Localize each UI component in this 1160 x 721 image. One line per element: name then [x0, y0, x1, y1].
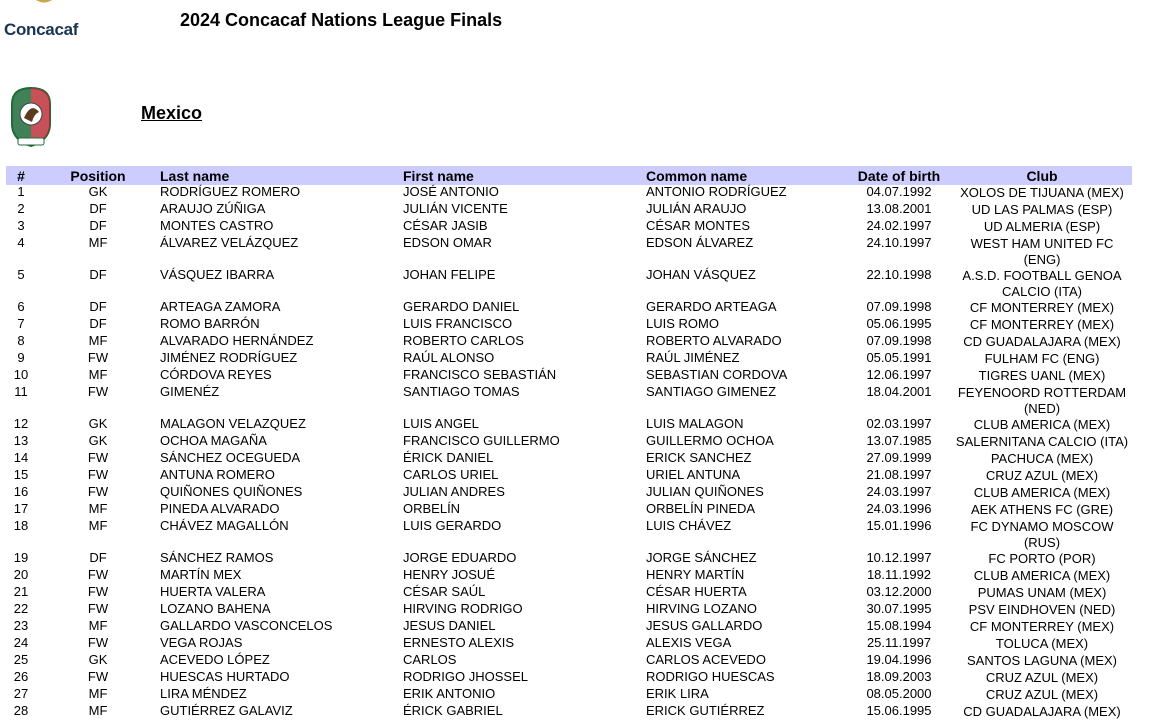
- player-number: 24: [13, 635, 29, 650]
- player-first-name: SANTIAGO TOMAS: [403, 384, 520, 399]
- table-row: [6, 568, 1132, 585]
- table-row: [6, 704, 1132, 721]
- player-club: CF MONTERREY (MEX): [969, 619, 1115, 634]
- player-common-name: SEBASTIAN CORDOVA: [646, 367, 788, 382]
- player-number: 23: [13, 618, 29, 633]
- player-last-name: OCHOA MAGAÑA: [160, 433, 267, 448]
- document-title: 2024 Concacaf Nations League Finals: [180, 10, 503, 30]
- table-row: [6, 670, 1132, 687]
- player-first-name: FRANCISCO SEBASTIÁN: [403, 367, 557, 382]
- player-position: DF: [89, 218, 107, 233]
- player-first-name: JULIAN ANDRES: [403, 484, 505, 499]
- player-last-name: QUIÑONES QUIÑONES: [160, 484, 303, 499]
- table-row: [6, 687, 1132, 704]
- player-position: MF: [88, 686, 108, 701]
- player-date-of-birth: 24.02.1997: [866, 218, 932, 233]
- player-last-name: HUESCAS HURTADO: [160, 669, 290, 684]
- player-club: TOLUCA (MEX): [995, 636, 1089, 651]
- table-row: [6, 585, 1132, 602]
- player-common-name: ORBELÍN PINEDA: [646, 501, 756, 516]
- player-last-name: MALAGON VELAZQUEZ: [160, 416, 306, 431]
- player-position: FW: [87, 484, 109, 499]
- player-position: DF: [89, 299, 107, 314]
- table-row: [6, 653, 1132, 670]
- player-position: DF: [89, 201, 107, 216]
- player-number: 15: [13, 467, 29, 482]
- player-club: CLUB AMERICA (MEX): [973, 568, 1111, 583]
- player-date-of-birth: 13.07.1985: [866, 433, 932, 448]
- player-number: 3: [17, 218, 25, 233]
- player-position: MF: [88, 235, 108, 250]
- player-number: 27: [13, 686, 29, 701]
- table-row: [6, 619, 1132, 636]
- table-row: [6, 502, 1132, 519]
- player-date-of-birth: 22.10.1998: [866, 267, 932, 282]
- player-last-name: ARAUJO ZÚÑIGA: [160, 201, 266, 216]
- player-common-name: RODRIGO HUESCAS: [646, 669, 775, 684]
- player-first-name: FRANCISCO GUILLERMO: [403, 433, 560, 448]
- player-date-of-birth: 15.06.1995: [866, 703, 932, 718]
- player-number: 9: [17, 350, 25, 365]
- player-position: FW: [87, 567, 109, 582]
- player-last-name: MARTÍN MEX: [160, 567, 242, 582]
- table-row: [6, 636, 1132, 653]
- player-date-of-birth: 25.11.1997: [866, 635, 932, 650]
- player-date-of-birth: 18.11.1992: [866, 567, 932, 582]
- table-row: [6, 236, 1132, 268]
- player-date-of-birth: 18.09.2003: [866, 669, 932, 684]
- player-position: FW: [87, 467, 109, 482]
- player-date-of-birth: 10.12.1997: [866, 550, 932, 565]
- player-common-name: ALEXIS VEGA: [646, 635, 732, 650]
- player-number: 1: [17, 184, 25, 199]
- player-position: FW: [87, 601, 109, 616]
- player-date-of-birth: 18.04.2001: [866, 384, 932, 399]
- column-header-date-of-birth: Date of birth: [857, 167, 941, 184]
- player-position: DF: [89, 550, 107, 565]
- player-date-of-birth: 30.07.1995: [866, 601, 932, 616]
- player-number: 10: [13, 367, 29, 382]
- column-header-number: #: [17, 167, 25, 184]
- player-club: TIGRES UANL (MEX): [978, 368, 1106, 383]
- player-date-of-birth: 04.07.1992: [866, 184, 932, 199]
- player-club: CD GUADALAJARA (MEX): [963, 704, 1121, 719]
- player-common-name: LUIS CHÁVEZ: [646, 518, 732, 533]
- table-row: [6, 602, 1132, 619]
- player-number: 19: [13, 550, 29, 565]
- player-club: FC DYNAMO MOSCOW (RUS): [970, 519, 1114, 550]
- table-row: [6, 451, 1132, 468]
- player-club: A.S.D. FOOTBALL GENOA CALCIO (ITA): [962, 268, 1122, 299]
- player-club: PUMAS UNAM (MEX): [977, 585, 1107, 600]
- roster-header-row: [6, 166, 1132, 185]
- player-position: GK: [88, 416, 108, 431]
- player-club: CLUB AMERICA (MEX): [973, 485, 1111, 500]
- player-date-of-birth: 07.09.1998: [866, 299, 932, 314]
- player-last-name: RODRÍGUEZ ROMERO: [160, 184, 301, 199]
- player-club: CF MONTERREY (MEX): [969, 317, 1115, 332]
- player-first-name: ÉRICK GABRIEL: [403, 703, 503, 718]
- player-club: CF MONTERREY (MEX): [969, 300, 1115, 315]
- player-first-name: JOSÉ ANTONIO: [403, 184, 499, 199]
- player-first-name: CARLOS URIEL: [403, 467, 499, 482]
- player-common-name: LUIS MALAGON: [646, 416, 744, 431]
- player-position: MF: [88, 501, 108, 516]
- player-first-name: ORBELÍN: [403, 501, 461, 516]
- player-club: FEYENOORD ROTTERDAM (NED): [957, 385, 1127, 416]
- player-common-name: ANTONIO RODRÍGUEZ: [646, 184, 787, 199]
- player-number: 25: [13, 652, 29, 667]
- concacaf-logo: [0, 0, 110, 48]
- table-row: [6, 334, 1132, 351]
- player-club: UD ALMERIA (ESP): [983, 219, 1101, 234]
- table-row: [6, 468, 1132, 485]
- table-row: [6, 268, 1132, 300]
- player-club: PACHUCA (MEX): [990, 451, 1094, 466]
- player-number: 11: [14, 384, 28, 399]
- player-first-name: HENRY JOSUÉ: [403, 567, 495, 582]
- player-date-of-birth: 12.06.1997: [866, 367, 932, 382]
- column-header-common-name: Common name: [646, 167, 748, 184]
- column-header-first-name: First name: [403, 167, 474, 184]
- table-row: [6, 185, 1132, 202]
- player-club: UD LAS PALMAS (ESP): [971, 202, 1113, 217]
- player-date-of-birth: 03.12.2000: [866, 584, 932, 599]
- player-position: MF: [88, 618, 108, 633]
- player-date-of-birth: 19.04.1996: [866, 652, 932, 667]
- player-common-name: JESUS GALLARDO: [646, 618, 763, 633]
- player-position: MF: [88, 367, 108, 382]
- table-row: [6, 417, 1132, 434]
- concacaf-wordmark: Concacaf: [4, 20, 79, 39]
- player-last-name: GIMENÉZ: [160, 384, 220, 399]
- player-number: 8: [17, 333, 25, 348]
- table-row: [6, 317, 1132, 334]
- player-club: SANTOS LAGUNA (MEX): [966, 653, 1117, 668]
- column-header-position: Position: [70, 167, 126, 184]
- table-row: [6, 551, 1132, 568]
- table-row: [6, 385, 1132, 417]
- mexico-federation-crest-icon: [6, 84, 56, 150]
- player-position: MF: [88, 333, 108, 348]
- player-position: DF: [89, 316, 107, 331]
- player-last-name: GALLARDO VASCONCELOS: [160, 618, 333, 633]
- player-number: 26: [13, 669, 29, 684]
- player-first-name: ERNESTO ALEXIS: [403, 635, 515, 650]
- player-first-name: LUIS GERARDO: [403, 518, 502, 533]
- player-club: XOLOS DE TIJUANA (MEX): [960, 185, 1124, 200]
- player-position: MF: [88, 518, 108, 533]
- player-last-name: JIMÉNEZ RODRÍGUEZ: [160, 350, 298, 365]
- player-position: GK: [88, 652, 108, 667]
- table-row: [6, 300, 1132, 317]
- player-number: 6: [17, 299, 25, 314]
- player-common-name: ERICK SANCHEZ: [646, 450, 752, 465]
- player-first-name: GERARDO DANIEL: [403, 299, 520, 314]
- player-first-name: HIRVING RODRIGO: [403, 601, 523, 616]
- player-last-name: ARTEAGA ZAMORA: [160, 299, 281, 314]
- player-number: 7: [17, 316, 25, 331]
- player-club: FULHAM FC (ENG): [984, 351, 1100, 366]
- player-common-name: JOHAN VÁSQUEZ: [646, 267, 756, 282]
- player-common-name: HENRY MARTÍN: [646, 567, 745, 582]
- player-date-of-birth: 24.03.1997: [866, 484, 932, 499]
- player-first-name: JULIÁN VICENTE: [403, 201, 508, 216]
- player-common-name: URIEL ANTUNA: [646, 467, 741, 482]
- player-common-name: ERIK LIRA: [646, 686, 709, 701]
- player-common-name: CARLOS ACEVEDO: [646, 652, 766, 667]
- player-common-name: ERICK GUTIÉRREZ: [646, 703, 765, 718]
- player-number: 22: [13, 601, 29, 616]
- column-header-last-name: Last name: [160, 167, 230, 184]
- player-common-name: CÉSAR HUERTA: [646, 584, 747, 599]
- player-number: 4: [17, 235, 25, 250]
- team-name: Mexico: [141, 103, 203, 123]
- player-first-name: EDSON OMAR: [403, 235, 492, 250]
- player-common-name: HIRVING LOZANO: [646, 601, 758, 616]
- player-last-name: ÁLVAREZ VELÁZQUEZ: [160, 235, 299, 250]
- player-number: 28: [13, 703, 29, 718]
- player-common-name: RAÚL JIMÉNEZ: [646, 350, 740, 365]
- player-first-name: RAÚL ALONSO: [403, 350, 495, 365]
- player-number: 2: [17, 201, 25, 216]
- player-number: 21: [13, 584, 29, 599]
- player-last-name: CHÁVEZ MAGALLÓN: [160, 518, 289, 533]
- player-position: DF: [89, 267, 107, 282]
- player-first-name: CÉSAR SAÚL: [403, 584, 486, 599]
- player-position: FW: [87, 584, 109, 599]
- player-first-name: ÉRICK DANIEL: [403, 450, 494, 465]
- player-last-name: ROMO BARRÓN: [160, 316, 260, 331]
- player-number: 13: [13, 433, 29, 448]
- player-number: 5: [17, 267, 25, 282]
- player-first-name: CÉSAR JASIB: [403, 218, 488, 233]
- player-number: 18: [13, 518, 29, 533]
- player-position: MF: [88, 703, 108, 718]
- player-date-of-birth: 24.03.1996: [866, 501, 932, 516]
- player-club: CRUZ AZUL (MEX): [985, 670, 1099, 685]
- roster-body: [6, 185, 1132, 721]
- player-last-name: ALVARADO HERNÁNDEZ: [160, 333, 314, 348]
- player-last-name: SÁNCHEZ OCEGUEDA: [160, 450, 301, 465]
- player-club: FC PORTO (POR): [988, 551, 1096, 566]
- player-date-of-birth: 21.08.1997: [866, 467, 932, 482]
- player-date-of-birth: 27.09.1999: [866, 450, 932, 465]
- player-date-of-birth: 07.09.1998: [866, 333, 932, 348]
- player-position: FW: [87, 669, 109, 684]
- player-common-name: GUILLERMO OCHOA: [646, 433, 774, 448]
- player-date-of-birth: 05.06.1995: [866, 316, 932, 331]
- player-last-name: ANTUNA ROMERO: [160, 467, 275, 482]
- player-first-name: ERIK ANTONIO: [403, 686, 496, 701]
- table-row: [6, 219, 1132, 236]
- player-last-name: PINEDA ALVARADO: [160, 501, 280, 516]
- player-common-name: JORGE SÁNCHEZ: [646, 550, 757, 565]
- player-date-of-birth: 13.08.2001: [866, 201, 932, 216]
- player-first-name: RODRIGO JHOSSEL: [403, 669, 528, 684]
- player-club: AEK ATHENS FC (GRE): [970, 502, 1114, 517]
- player-first-name: CARLOS: [403, 652, 457, 667]
- player-number: 16: [13, 484, 29, 499]
- player-number: 12: [13, 416, 29, 431]
- player-first-name: ROBERTO CARLOS: [403, 333, 524, 348]
- player-common-name: CÉSAR MONTES: [646, 218, 751, 233]
- player-last-name: HUERTA VALERA: [160, 584, 266, 599]
- player-first-name: JESUS DANIEL: [403, 618, 496, 633]
- player-first-name: LUIS FRANCISCO: [403, 316, 513, 331]
- player-club: PSV EINDHOVEN (NED): [968, 602, 1116, 617]
- player-common-name: LUIS ROMO: [646, 316, 719, 331]
- player-last-name: GUTIÉRREZ GALAVIZ: [160, 703, 293, 718]
- column-header-club: Club: [1026, 167, 1058, 184]
- player-common-name: ROBERTO ALVARADO: [646, 333, 782, 348]
- player-position: FW: [87, 450, 109, 465]
- player-last-name: MONTES CASTRO: [160, 218, 274, 233]
- player-last-name: ACEVEDO LÓPEZ: [160, 652, 270, 667]
- player-position: FW: [87, 350, 109, 365]
- player-position: FW: [87, 384, 109, 399]
- player-date-of-birth: 05.05.1991: [866, 350, 932, 365]
- table-row: [6, 434, 1132, 451]
- player-last-name: LOZANO BAHENA: [160, 601, 271, 616]
- player-date-of-birth: 02.03.1997: [866, 416, 932, 431]
- player-club: WEST HAM UNITED FC (ENG): [970, 236, 1114, 267]
- table-row: [6, 202, 1132, 219]
- player-common-name: SANTIAGO GIMENEZ: [646, 384, 777, 399]
- player-position: FW: [87, 635, 109, 650]
- player-club: CRUZ AZUL (MEX): [985, 687, 1099, 702]
- player-date-of-birth: 15.01.1996: [866, 518, 932, 533]
- player-club: CD GUADALAJARA (MEX): [963, 334, 1121, 349]
- player-number: 20: [13, 567, 29, 582]
- player-last-name: VEGA ROJAS: [160, 635, 243, 650]
- player-last-name: VÁSQUEZ IBARRA: [160, 267, 275, 282]
- roster-table: [6, 166, 1132, 721]
- player-club: CLUB AMERICA (MEX): [973, 417, 1111, 432]
- player-date-of-birth: 08.05.2000: [866, 686, 932, 701]
- player-club: SALERNITANA CALCIO (ITA): [955, 434, 1129, 449]
- table-row: [6, 519, 1132, 551]
- table-row: [6, 351, 1132, 368]
- player-last-name: CÓRDOVA REYES: [160, 367, 272, 382]
- table-row: [6, 368, 1132, 385]
- player-position: GK: [88, 184, 108, 199]
- player-club: CRUZ AZUL (MEX): [985, 468, 1099, 483]
- player-first-name: JOHAN FELIPE: [403, 267, 496, 282]
- player-date-of-birth: 24.10.1997: [866, 235, 932, 250]
- player-first-name: LUIS ANGEL: [403, 416, 479, 431]
- player-position: GK: [88, 433, 108, 448]
- table-row: [6, 485, 1132, 502]
- player-last-name: SÁNCHEZ RAMOS: [160, 550, 274, 565]
- player-common-name: JULIÁN ARAUJO: [646, 201, 747, 216]
- concacaf-crest-icon: [24, 0, 64, 10]
- player-common-name: GERARDO ARTEAGA: [646, 299, 777, 314]
- player-first-name: JORGE EDUARDO: [403, 550, 517, 565]
- player-date-of-birth: 15.08.1994: [866, 618, 932, 633]
- player-last-name: LIRA MÉNDEZ: [160, 686, 247, 701]
- player-number: 17: [13, 501, 29, 516]
- player-number: 14: [13, 450, 29, 465]
- player-common-name: JULIAN QUIÑONES: [646, 484, 764, 499]
- player-common-name: EDSON ÁLVAREZ: [646, 235, 754, 250]
